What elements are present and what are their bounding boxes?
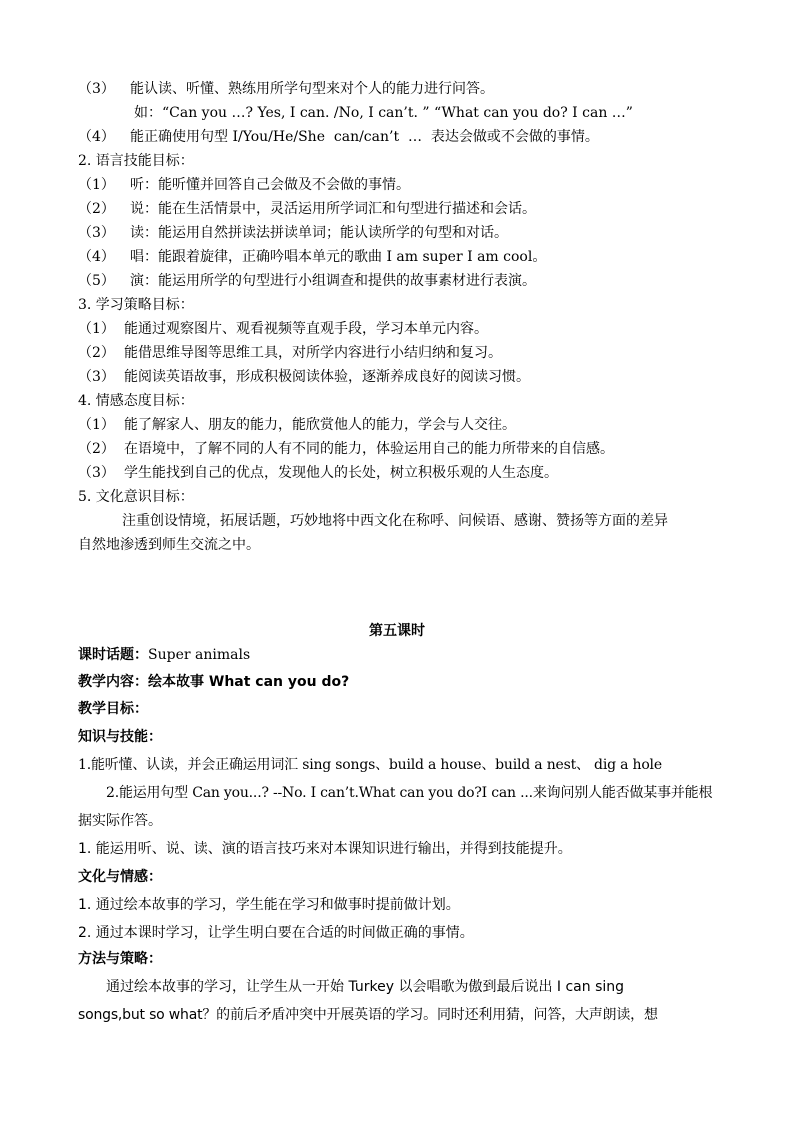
- item-number: （1）: [78, 321, 115, 337]
- item-text: 能正确使用句型 I/You/He/She can/can’t … 表达会做或不会做的事情。: [130, 129, 599, 145]
- objective-item: [78, 464, 558, 482]
- section-heading: 3. 学习策略目标：: [78, 297, 194, 313]
- knowledge-item: 2.能运用句型 Can you...? --No. I can’t.What can you do?I can ...来询问别人能否做某事并能根: [106, 785, 713, 801]
- item-number: （1）: [78, 417, 115, 433]
- item-number: （1）: [78, 177, 115, 193]
- lesson-topic: [78, 646, 250, 664]
- culture-item: 1. 通过绘本故事的学习，学生能在学习和做事时提前做计划。: [78, 897, 460, 913]
- paragraph-line: 自然地渗透到师生交流之中。: [78, 537, 260, 553]
- knowledge-item: 1. 能运用听、说、读、演的语言技巧来对本课知识进行输出，并得到技能提升。: [78, 841, 572, 857]
- section-heading: 2. 语言技能目标：: [78, 153, 194, 169]
- lesson-content: 教学内容：绘本故事 What can you do?: [78, 674, 350, 690]
- knowledge-heading: 知识与技能：: [78, 729, 162, 745]
- objective-item: [78, 80, 494, 98]
- method-heading: 方法与策略：: [78, 951, 162, 967]
- section-heading: 4. 情感态度目标：: [78, 393, 194, 409]
- item-text: 演：能运用所学的句型进行小组调查和提供的故事素材进行表演。: [130, 273, 536, 289]
- knowledge-item-cont: 据实际作答。: [78, 813, 162, 829]
- culture-item: 2. 通过本课时学习，让学生明白要在合适的时间做正确的事情。: [78, 925, 474, 941]
- objective-item: [78, 128, 599, 146]
- item-text: 能认读、听懂、熟练用所学句型来对个人的能力进行问答。: [130, 81, 494, 97]
- item-number: （3）: [78, 225, 115, 241]
- item-text: 唱：能跟着旋律，正确吟唱本单元的歌曲 I am super I am cool。: [130, 249, 547, 265]
- item-text: 能了解家人、朋友的能力，能欣赏他人的能力，学会与人交往。: [124, 417, 516, 433]
- objective-item: [78, 224, 508, 242]
- objective-item: [78, 416, 516, 434]
- item-number: （4）: [78, 249, 115, 265]
- objective-item: [78, 320, 488, 338]
- item-text: 在语境中，了解不同的人有不同的能力，体验运用自己的能力所带来的自信感。: [124, 441, 614, 457]
- culture-heading: 文化与情感：: [78, 869, 162, 885]
- item-number: （2）: [78, 201, 115, 217]
- item-number: （4）: [78, 129, 115, 145]
- goals-heading: 教学目标：: [78, 701, 148, 717]
- method-paragraph-line: 通过绘本故事的学习，让学生从一开始 Turkey 以会唱歌为傲到最后说出 I can sing: [106, 979, 625, 995]
- objective-item: [78, 200, 536, 218]
- paragraph-line: 注重创设情境，拓展话题，巧妙地将中西文化在称呼、问候语、感谢、赞扬等方面的差异: [122, 513, 668, 529]
- item-text: 说：能在生活情景中，灵活运用所学词汇和句型进行描述和会话。: [130, 201, 536, 217]
- objective-item: [78, 176, 410, 194]
- item-text: 能通过观察图片、观看视频等直观手段，学习本单元内容。: [124, 321, 488, 337]
- objective-item: [78, 248, 546, 266]
- item-number: （2）: [78, 345, 115, 361]
- item-text: 能阅读英语故事，形成积极阅读体验，逐渐养成良好的阅读习惯。: [124, 369, 530, 385]
- objective-item: [78, 440, 614, 458]
- section-heading: 5. 文化意识目标：: [78, 489, 194, 505]
- method-paragraph-line: songs,but so what？的前后矛盾冲突中开展英语的学习。同时还利用猜，问答，大声朗读，想: [78, 1007, 658, 1023]
- item-number: （3）: [78, 369, 115, 385]
- item-text: 学生能找到自己的优点，发现他人的长处，树立积极乐观的人生态度。: [124, 465, 558, 481]
- objective-item: [78, 272, 536, 290]
- item-text: 能借思维导图等思维工具，对所学内容进行小结归纳和复习。: [124, 345, 502, 361]
- topic-value: Super animals: [148, 647, 251, 663]
- lesson-title: 第五课时: [369, 623, 425, 639]
- knowledge-item: 1.能听懂、认读，并会正确运用词汇 sing songs、build a house、build a nest、 dig a hole: [78, 757, 662, 773]
- item-number: （3）: [78, 81, 115, 97]
- example-line: [134, 104, 633, 122]
- item-number: （5）: [78, 273, 115, 289]
- item-number: （2）: [78, 441, 115, 457]
- item-number: （3）: [78, 465, 115, 481]
- item-text: 听：能听懂并回答自己会做及不会做的事情。: [130, 177, 410, 193]
- objective-item: [78, 344, 502, 362]
- topic-label: 课时话题：: [78, 647, 148, 663]
- example-text: 如：“Can you …? Yes, I can. /No, I can’t. ” “What can you do? I can …”: [134, 105, 633, 121]
- item-text: 读：能运用自然拼读法拼读单词；能认读所学的句型和对话。: [130, 225, 508, 241]
- objective-item: [78, 368, 530, 386]
